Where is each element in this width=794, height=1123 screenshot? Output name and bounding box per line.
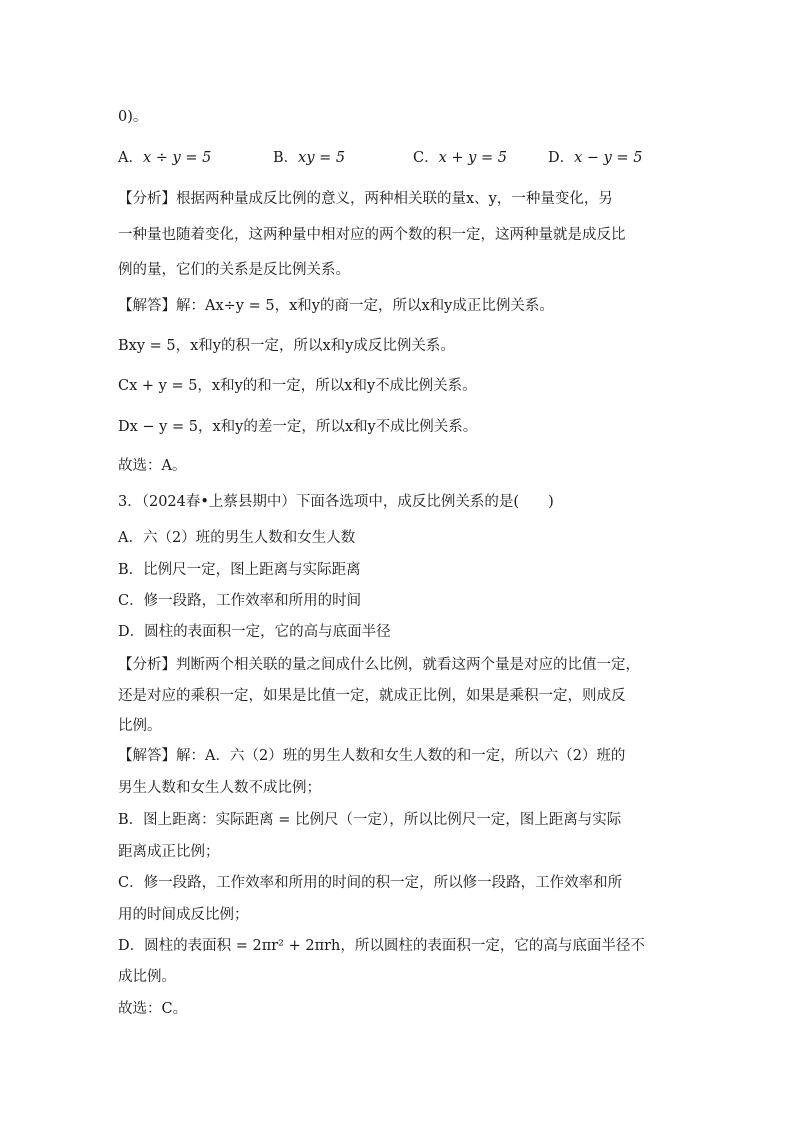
q2-analysis-line-1: 【分析】根据两种量成反比例的意义，两种相关联的量x、y，一种量变化，另 [118,191,613,207]
q2-answer-b: Bxy = 5，x和y的积一定，所以x和y成反比例关系。 [118,338,455,354]
q3-analysis-line-3: 比例。 [118,718,162,734]
q3-option-c: C．修一段路，工作效率和所用的时间 [118,593,362,609]
q3-answer-line-2: 男生人数和女生人数不成比例； [118,780,321,796]
q3-option-a: A．六（2）班的男生人数和女生人数 [118,530,356,546]
q3-option-d: D．圆柱的表面积一定，它的高与底面半径 [118,624,391,640]
q2-answer-d: Dx − y = 5，x和y的差一定，所以x和y不成比例关系。 [118,419,478,435]
q2-answer-a: 【解答】解：Ax÷y = 5，x和y的商一定，所以x和y成正比例关系。 [118,298,554,314]
q3-analysis-line-2: 还是对应的乘积一定，如果是比值一定，就成正比例，如果是乘积一定，则成反 [118,688,626,704]
q3-option-b: B．比例尺一定，图上距离与实际距离 [118,562,361,578]
q2-option-a: A．x ÷ y = 5 [118,150,212,166]
q2-option-d: D．x − y = 5 [548,150,643,166]
q3-answer-line-1: 【解答】解：A．六（2）班的男生人数和女生人数的和一定，所以六（2）班的 [118,748,626,764]
q3-answer-line-8: 成比例。 [118,969,176,985]
q3-final-choice: 故选：C。 [118,1001,188,1017]
q3-answer-line-3: B．图上距离：实际距离 = 比例尺（一定），所以比例尺一定，图上距离与实际 [118,812,622,828]
q2-analysis-line-2: 一种量也随着变化，这两种量中相对应的两个数的积一定，这两种量就是成反比 [118,227,626,243]
q2-option-b: B．xy = 5 [273,150,346,166]
q2-final-choice: 故选：A。 [118,458,187,474]
q2-option-c: C．x + y = 5 [413,150,507,166]
q3-answer-line-7: D．圆柱的表面积 = 2πr² + 2πrh，所以圆柱的表面积一定，它的高与底面半径不 [118,938,645,954]
q2-answer-c: Cx + y = 5，x和y的和一定，所以x和y不成比例关系。 [118,378,477,394]
prev-question-end: 0)。 [118,109,148,125]
q3-analysis-line-1: 【分析】判断两个相关联的量之间成什么比例，就看这两个量是对应的比值一定， [118,657,640,673]
q2-analysis-line-3: 例的量，它们的关系是反比例关系。 [118,262,350,278]
q3-answer-line-5: C．修一段路，工作效率和所用的时间的积一定，所以修一段路，工作效率和所 [118,875,623,891]
q3-answer-line-4: 距离成正比例； [118,844,220,860]
q3-stem: 3．（2024春•上蔡县期中）下面各选项中，成反比例关系的是( ) [118,494,554,510]
q3-answer-line-6: 用的时间成反比例； [118,907,249,923]
